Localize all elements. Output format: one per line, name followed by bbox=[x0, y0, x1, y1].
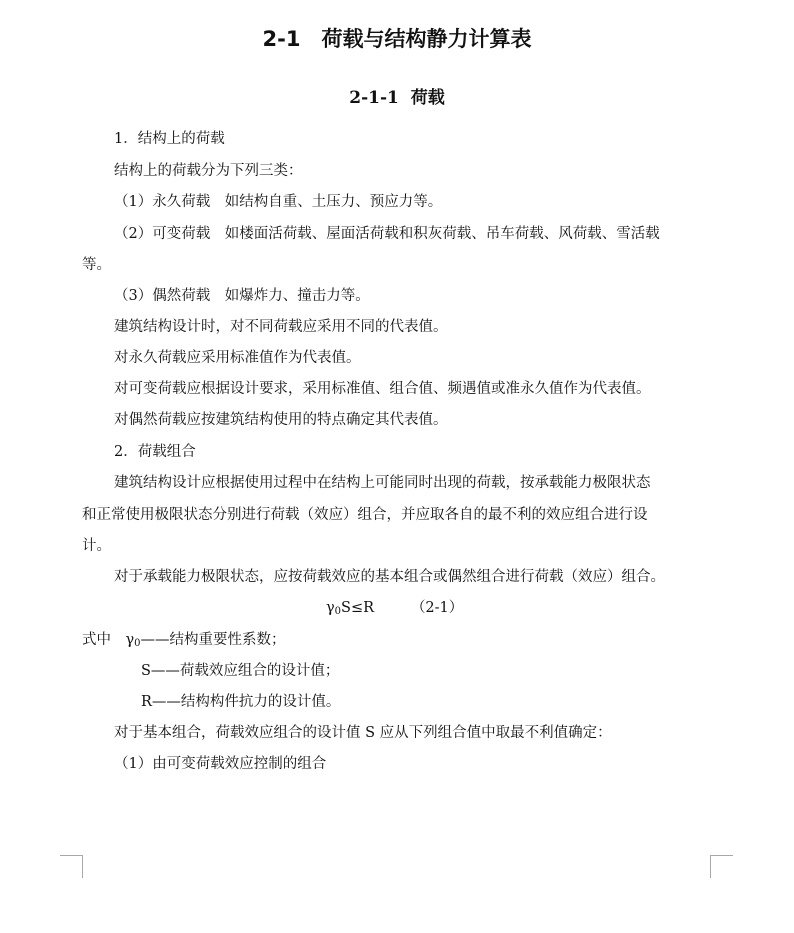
paragraph: 对于承载能力极限状态，应按荷载效应的基本组合或偶然组合进行荷载（效应）组合。 bbox=[114, 569, 665, 585]
paragraph: 对偶然荷载应按建筑结构使用的特点确定其代表值。 bbox=[114, 412, 448, 428]
where-gamma: γ bbox=[125, 632, 135, 648]
paragraph: 对可变荷载应根据设计要求，采用标准值、组合值、频遇值或准永久值作为代表值。 bbox=[114, 381, 651, 397]
paragraph: 结构上的荷载分为下列三类： bbox=[114, 163, 303, 179]
formula-number: （2-1） bbox=[410, 600, 464, 616]
list-item: （3）偶然荷载 如爆炸力、撞击力等。 bbox=[114, 288, 370, 304]
crop-mark-right bbox=[710, 855, 733, 878]
formula-body: S≤R bbox=[341, 600, 375, 616]
formula-subscript: 0 bbox=[334, 606, 342, 617]
where-r-line: R——结构构件抗力的设计值。 bbox=[141, 694, 341, 710]
where-s-line: S——荷载效应组合的设计值； bbox=[141, 663, 340, 679]
paragraph: 建筑结构设计应根据使用过程中在结构上可能同时出现的荷载，按承载能力极限状态 bbox=[114, 475, 651, 491]
where-gamma-line bbox=[82, 629, 286, 655]
paragraph-continuation: 和正常使用极限状态分别进行荷载（效应）组合，并应取各自的最不利的效应组合进行设 bbox=[82, 507, 648, 523]
list-item: （1）由可变荷载效应控制的组合 bbox=[114, 756, 327, 772]
paragraph-continuation: 计。 bbox=[82, 538, 111, 554]
paragraph: 对永久荷载应采用标准值作为代表值。 bbox=[114, 350, 361, 366]
paragraph-continuation: 等。 bbox=[82, 257, 111, 273]
where-prefix: 式中 bbox=[82, 632, 126, 648]
formula-2-1 bbox=[326, 597, 463, 623]
paragraph-heading-combination: 2．荷载组合 bbox=[114, 444, 196, 460]
where-subscript: 0 bbox=[134, 638, 141, 649]
paragraph: 建筑结构设计时，对不同荷载应采用不同的代表值。 bbox=[114, 319, 448, 335]
list-item: （1）永久荷载 如结构自重、土压力、预应力等。 bbox=[114, 194, 443, 210]
page-title: 2-1 荷载与结构静力计算表 bbox=[262, 27, 532, 51]
paragraph-heading-loads: 1．结构上的荷载 bbox=[114, 131, 225, 147]
crop-mark-left bbox=[60, 855, 83, 878]
list-item: （2）可变荷载 如楼面活荷载、屋面活荷载和积灰荷载、吊车荷载、风荷载、雪活载 bbox=[114, 226, 660, 242]
paragraph: 对于基本组合，荷载效应组合的设计值 S 应从下列组合值中取最不利值确定： bbox=[114, 725, 612, 741]
section-heading: 2-1-1 荷载 bbox=[349, 88, 445, 108]
formula-gamma: γ bbox=[326, 600, 335, 616]
where-gamma-desc: ——结构重要性系数； bbox=[140, 632, 286, 648]
